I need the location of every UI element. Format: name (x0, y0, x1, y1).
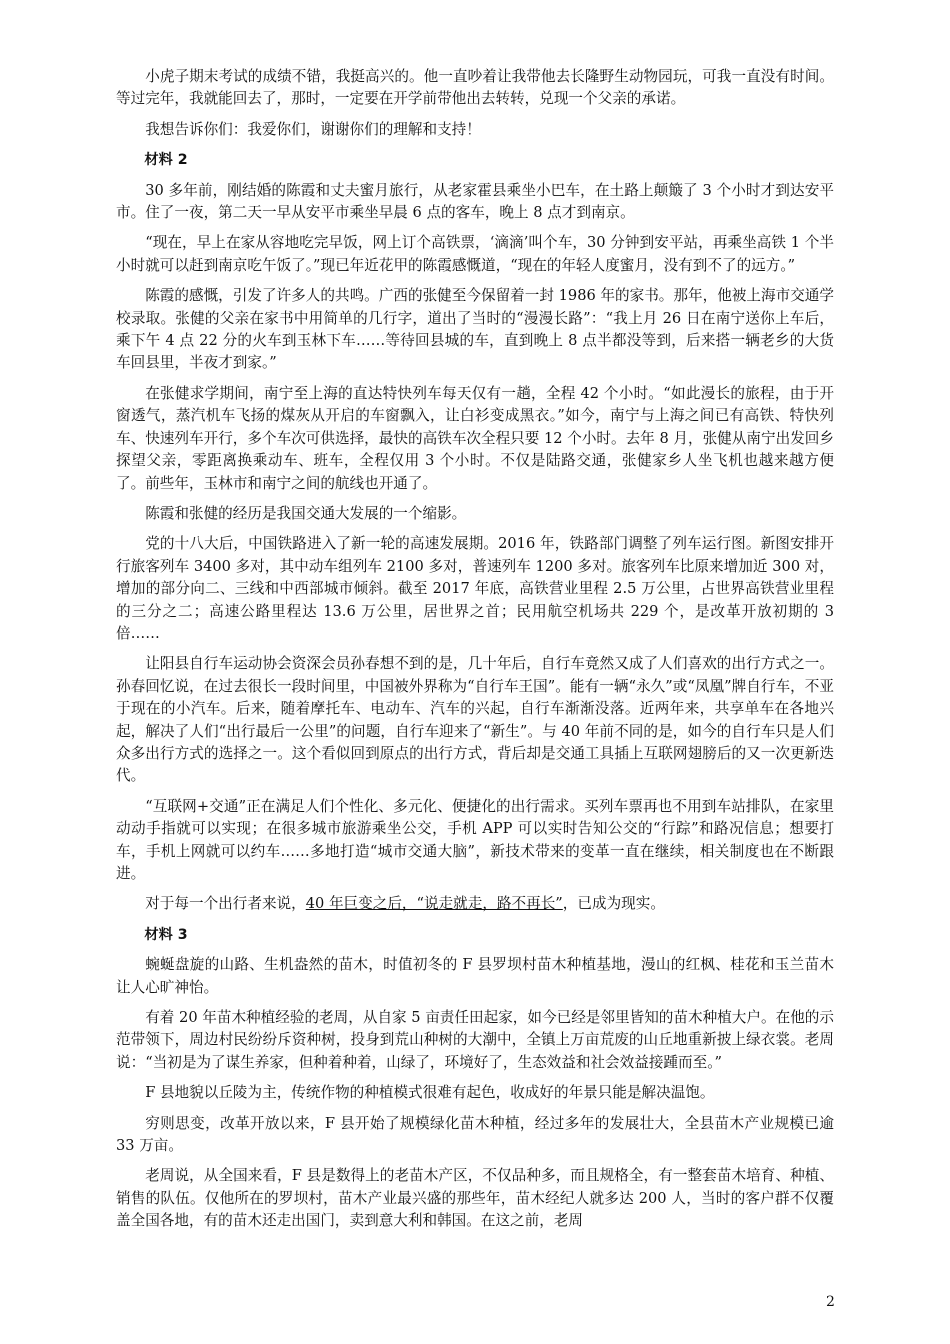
paragraph: 党的十八大后，中国铁路进入了新一轮的高速发展期。2016 年，铁路部门调整了列车运行图。新图安排开行旅客列车 3400 多对，其中动车组列车 2100 多对，普速列车 1200 多对。旅客列车比原来增加近 300 对，增加的部分向二、三线和中西部城市倾斜。截至 2017 年底，高铁营业里程 2.5 万公里，占世界高铁营业里程的三分之二；高速公路里程达 13.6 万公里，居世界之首；民用航空机场共 229 个，是改革开放初期的 3 倍…… (116, 535, 834, 642)
paragraph: 蜿蜒盘旋的山路、生机盎然的苗木，时值初冬的 F 县罗坝村苗木种植基地，漫山的红枫、桂花和玉兰苗木让人心旷神怡。 (116, 956, 834, 996)
paragraph: “互联网+交通”正在满足人们个性化、多元化、便捷化的出行需求。买列车票再也不用到车站排队，在家里动动手指就可以实现；在很多城市旅游乘坐公交，手机 APP 可以实时告知公交的“行踪”和路况信息；想要打车，手机上网就可以约车……多地打造“城市交通大脑”，新技术带来的变革一直在继续，相关制度也在不断跟进。 (116, 797, 834, 882)
paragraph-with-underline (116, 893, 834, 915)
paragraph: 陈霞的感慨，引发了许多人的共鸣。广西的张健至今保留着一封 1986 年的家书。那年，他被上海市交通学校录取。张健的父亲在家书中用简单的几行字，道出了当时的“漫漫长路”：“我上月 26 日在南宁送你上车后，乘下午 4 点 22 分的火车到玉林下车……等待回县城的车，直到晚上 8 点半都没等到，后来搭一辆老乡的大货车回县里，半夜才到家。” (116, 287, 834, 372)
text-span: 对于每一个出行者来说， (145, 895, 306, 913)
paragraph: F 县地貌以丘陵为主，传统作物的种植模式很难有起色，收成好的年景只能是解决温饱。 (145, 1084, 715, 1102)
text-span: ，已成为现实。 (562, 895, 665, 913)
section-heading-3: 材料 3 (144, 926, 188, 943)
paragraph: 老周说，从全国来看，F 县是数得上的老苗木产区，不仅品种多，而且规格全，有一整套苗木培育、种植、销售的队伍。仅他所在的罗坝村，苗木产业最兴盛的那些年，苗木经纪人就多达 200 人，当时的客户群不仅覆盖全国各地，有的苗木还走出国门，卖到意大利和韩国。在这之前，老周 (116, 1167, 834, 1230)
section-heading-2: 材料 2 (144, 152, 188, 169)
underlined-phrase: 40 年巨变之后，“说走就走，路不再长” (305, 895, 563, 913)
page-number: 2 (826, 1294, 835, 1310)
document-body (116, 66, 834, 1241)
paragraph: 让阳县自行车运动协会资深会员孙春想不到的是，几十年后，自行车竟然又成了人们喜欢的出行方式之一。孙春回忆说，在过去很长一段时间里，中国被外界称为“自行车王国”。能有一辆“永久”或“凤凰”牌自行车，不亚于现在的小汽车。后来，随着摩托车、电动车、汽车的兴起，自行车渐渐没落。近两年来，共享单车在各地兴起，解决了人们“出行最后一公里”的问题，自行车迎来了“新生”。与 40 年前不同的是，如今的自行车只是人们众多出行方式的选择之一。这个看似回到原点的出行方式，背后却是交通工具插上互联网翅膀后的又一次更新迭代。 (116, 655, 834, 785)
paragraph: “现在，早上在家从容地吃完早饭，网上订个高铁票，‘滴滴’叫个车，30 分钟到安平站，再乘坐高铁 1 个半小时就可以赶到南京吃午饭了。”现已年近花甲的陈霞感慨道，“现在的年轻人度蜜月，没有到不了的远方。” (116, 234, 834, 274)
paragraph: 有着 20 年苗木种植经验的老周，从自家 5 亩责任田起家，如今已经是邻里皆知的苗木种植大户。在他的示范带领下，周边村民纷纷斥资种树，投身到荒山种树的大潮中，全镇上万亩荒废的山丘地重新披上绿衣裳。老周说：“当初是为了谋生养家，但种着种着，山绿了，环境好了，生态效益和社会效益接踵而至。” (116, 1009, 834, 1071)
paragraph: 在张健求学期间，南宁至上海的直达特快列车每天仅有一趟，全程 42 个小时。“如此漫长的旅程，由于开窗透气，蒸汽机车飞扬的煤灰从开启的车窗飘入，让白衫变成黑衣。”如今，南宁与上海之间已有高铁、特快列车、快速列车开行，多个车次可供选择，最快的高铁车次全程只要 12 个小时。去年 8 月，张健从南宁出发回乡探望父亲，零距离换乘动车、班车，全程仅用 3 个小时。不仅是陆路交通，张健家乡人坐飞机也越来越方便了。前些年，玉林市和南宁之间的航线也开通了。 (116, 384, 834, 492)
paragraph: 穷则思变，改革开放以来，F 县开始了规模绿化苗木种植，经过多年的发展壮大，全县苗木产业规模已逾 33 万亩。 (116, 1114, 834, 1155)
paragraph: 30 多年前，刚结婚的陈霞和丈夫蜜月旅行，从老家霍县乘坐小巴车，在土路上颠簸了 3 个小时才到达安平市。住了一夜，第二天一早从安平市乘坐早晨 6 点的客车，晚上 8 点才到南京。 (116, 181, 834, 222)
paragraph: 小虎子期末考试的成绩不错，我挺高兴的。他一直吵着让我带他去长隆野生动物园玩，可我一直没有时间。等过完年，我就能回去了，那时，一定要在开学前带他出去转转，兑现一个父亲的承诺。 (116, 68, 834, 108)
paragraph: 陈霞和张健的经历是我国交通大发展的一个缩影。 (145, 504, 467, 522)
paragraph: 我想告诉你们：我爱你们，谢谢你们的理解和支持！ (145, 120, 481, 138)
